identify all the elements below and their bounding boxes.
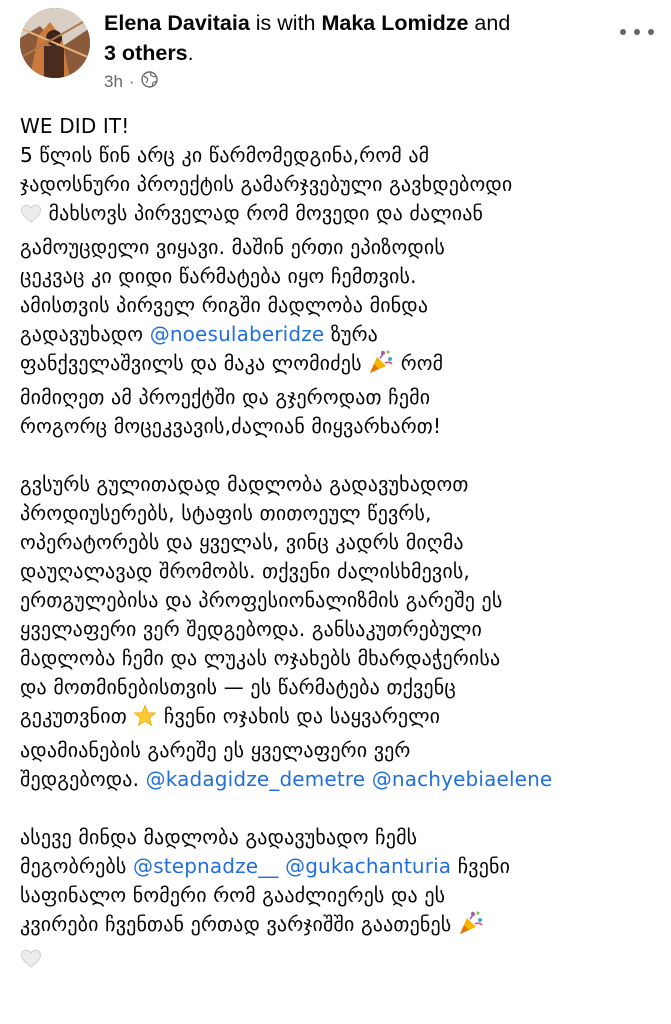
text-segment: კვირები ჩვენთან ერთად ვარჯიშში გაათენეს — [20, 912, 458, 936]
text-line: მიმიღეთ ამ პროექტში და გჯეროდათ ჩემი — [20, 385, 431, 409]
text-line: ოპერატორებს და ყველას, ვინც კადრს მიღმა — [20, 530, 464, 554]
mention-link[interactable]: @gukachanturia — [285, 854, 452, 878]
text-line: პროდიუსერებს, სტაფის თითოეულ წევრს, — [20, 501, 432, 525]
text-line: ამისთვის პირველ რიგში მადლობა მინდა — [20, 293, 429, 317]
text-segment: ჩვენი ოჯახის და საყვარელი — [157, 704, 441, 728]
text-line — [20, 910, 660, 944]
globe-icon[interactable] — [141, 71, 158, 93]
and-text: and — [468, 11, 511, 35]
text-line: 5 წლის წინ არც კი წარმომედგინა,რომ ამ — [20, 143, 430, 167]
text-line — [20, 199, 660, 233]
post-paragraph-3 — [20, 823, 660, 978]
mention-link[interactable]: @nachyebiaelene — [371, 767, 553, 791]
text-line: ადამიანების გარეშე ეს ყველაფერი ვერ — [20, 738, 411, 762]
meta-separator: · — [128, 72, 135, 91]
white-heart-icon — [20, 948, 42, 978]
text-line: ცეკვაც კი დიდი წარმატება იყო ჩემთვის. — [20, 264, 417, 288]
party-popper-icon — [458, 910, 484, 944]
text-line: ჯადოსნური პროექტის გამარჯვებული გავხდებოდი — [20, 172, 513, 196]
text-line: გამოუცდელი ვიყავი. მაშინ ერთი ეპიზოდის — [20, 235, 445, 259]
text-line: ასევე მინდა მადლობა გადავუხადო ჩემს — [20, 825, 418, 849]
mention-link[interactable]: @stepnadze__ — [133, 854, 279, 878]
text-line: გვსურს გულითადად მადლობა გადავუხადოთ — [20, 472, 469, 496]
text-line: მადლობა ჩემი და ლუკას ოჯახებს მხარდაჭერისა — [20, 646, 501, 670]
text-line: საფინალო ნომერი რომ გააძლიერეს და ეს — [20, 883, 446, 907]
text-segment: მეგობრებს — [20, 854, 134, 878]
text-line: ყველაფერი ვერ შედგებოდა. განსაკუთრებული — [20, 617, 482, 641]
text-segment: ზურა — [324, 322, 378, 346]
post-author-line — [104, 8, 584, 68]
with-text: is with — [249, 11, 322, 35]
author-name[interactable]: Elena Davitaia — [104, 11, 250, 35]
tagged-others[interactable]: 3 others — [104, 41, 188, 65]
post-paragraph-1 — [20, 112, 660, 441]
text-segment: მახსოვს პირველად რომ მოვედი და ძალიან — [42, 201, 484, 225]
text-line: დაუღალავად შრომობს. თქვენი ძალისხმევის, — [20, 559, 470, 583]
text-line — [20, 765, 660, 794]
text-line: როგორც მოცეკვავის,ძალიან მიყვარხართ! — [20, 414, 442, 438]
text-segment: გეკუთვნით — [20, 704, 134, 728]
avatar[interactable] — [20, 8, 90, 78]
text-line: და მოთმინებისთვის — ეს წარმატება თქვენც — [20, 675, 456, 699]
mention-link[interactable]: @noesulaberidze — [149, 322, 325, 346]
text-line — [20, 702, 660, 736]
text-segment: რომ — [394, 351, 444, 375]
text-segment: ჩვენი — [451, 854, 511, 878]
others-suffix: . — [187, 41, 194, 65]
post-time[interactable]: 3h — [104, 72, 123, 91]
post-text — [20, 112, 660, 1007]
text-segment: შედგებოდა. — [20, 767, 146, 791]
more-options-icon[interactable] — [620, 22, 654, 42]
post-meta — [104, 71, 158, 93]
text-line — [20, 852, 660, 881]
party-popper-icon — [368, 349, 394, 383]
tagged-person[interactable]: Maka Lomidze — [321, 11, 469, 35]
post-paragraph-2 — [20, 470, 660, 794]
post-header — [20, 8, 660, 96]
post-title: WE DID IT! — [20, 114, 130, 138]
star-icon — [133, 704, 157, 736]
text-line — [20, 944, 660, 978]
text-line: ერთგულებისა და პროფესიონალიზმის გარეშე ეს — [20, 588, 503, 612]
text-line — [20, 349, 660, 383]
text-segment: ფანქველაშვილს და მაკა ლომიძეს — [20, 351, 369, 375]
white-heart-icon — [20, 203, 42, 233]
text-segment: გადავუხადო — [20, 322, 150, 346]
mention-link[interactable]: @kadagidze_demetre — [145, 767, 366, 791]
text-line — [20, 320, 660, 349]
